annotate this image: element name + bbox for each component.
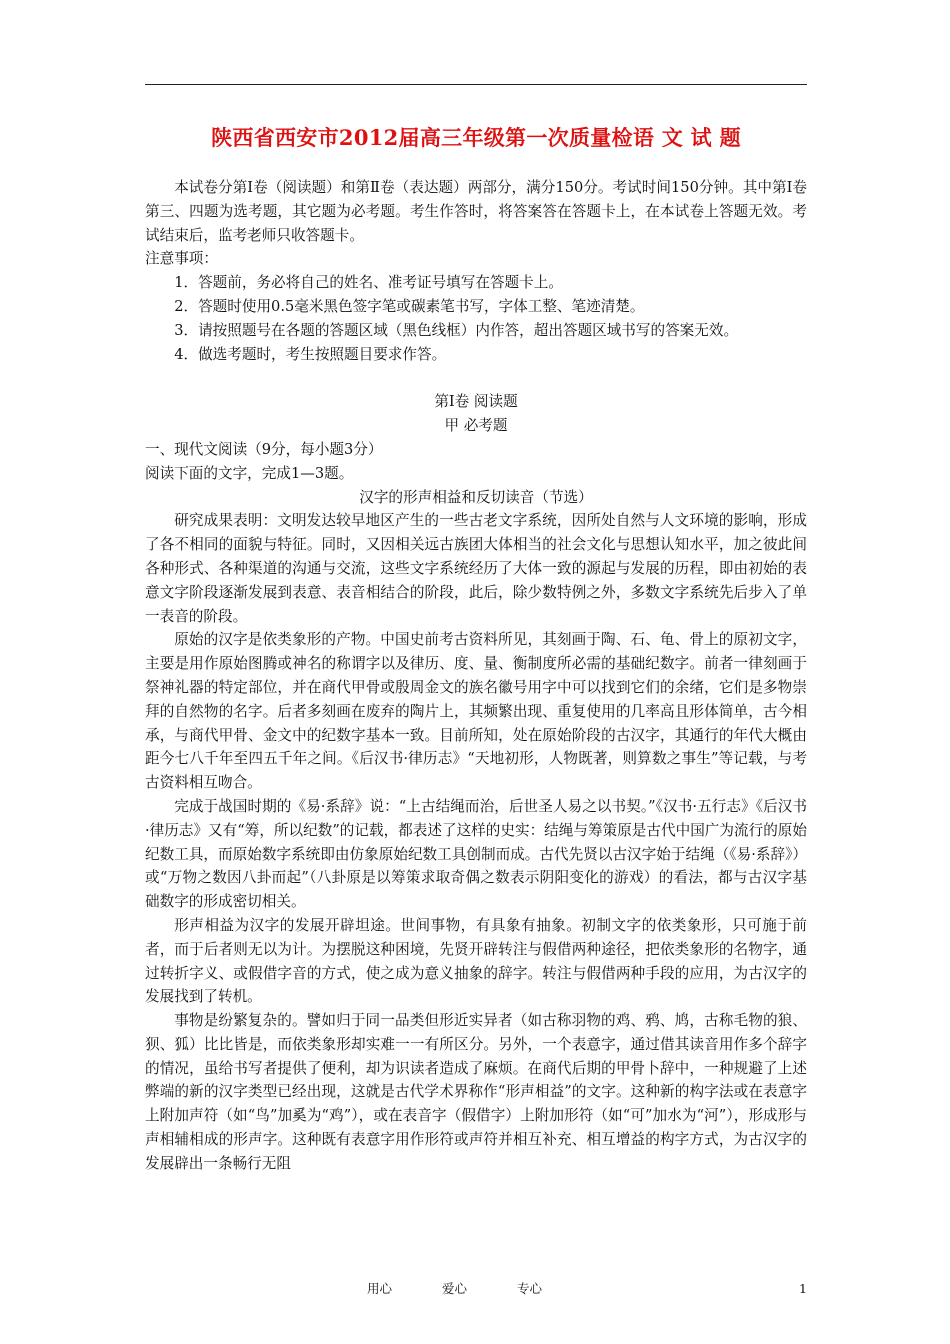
header-rule bbox=[145, 84, 807, 85]
notes-heading: 注意事项： bbox=[145, 250, 218, 268]
section-heading: 一、现代文阅读（9分，每小题3分） bbox=[145, 440, 383, 458]
part-heading: 第Ⅰ卷 阅读题 bbox=[434, 393, 518, 411]
note-item: 4．做选考题时，考生按照题目要求作答。 bbox=[174, 345, 447, 363]
document-body bbox=[145, 176, 807, 1176]
note-item: 1．答题前，务必将自己的姓名、准考证号填写在答题卡上。 bbox=[174, 274, 563, 292]
reading-instruction: 阅读下面的文字，完成1—3题。 bbox=[145, 464, 354, 482]
page-number: 1 bbox=[799, 1281, 807, 1296]
article-paragraph: 研究成果表明：文明发达较早地区产生的一些古老文字系统，因所处自然与人文环境的影响，形成了各不相同的面貌与特征。同时，又因相关远古族团大体相当的社会文化与思想认知水平，加之彼此间各种形式、各种渠道的沟通与交流，这些文字系统经历了大体一致的源起与发展的历程，即由初始的表意文字阶段逐渐发展到表意、表音相结合的阶段，此后，除少数特例之外，多数文字系统先后步入了单一表音的阶段。 bbox=[145, 512, 807, 625]
document-title: 陕西省西安市2012届高三年级第一次质量检语 文 试 题 bbox=[211, 125, 741, 150]
article-title: 汉字的形声相益和反切读音（节选） bbox=[359, 488, 593, 506]
note-item: 3．请按照题号在各题的答题区域（黑色线框）内作答，超出答题区域书写的答案无效。 bbox=[174, 321, 739, 339]
motto-word: 用心 bbox=[367, 1281, 393, 1296]
note-item: 2．答题时使用0.5毫米黑色签字笔或碳素笔书写，字体工整、笔迹清楚。 bbox=[174, 297, 645, 315]
article-paragraph: 形声相益为汉字的发展开辟坦途。世间事物，有具象有抽象。初制文字的依类象形，只可施于前者，而于后者则无以为计。为摆脱这种困境，先贤开辟转注与假借两种途径，把依类象形的名物字，通过转折字义、或假借字音的方式，使之成为意义抽象的辞字。转注与假借两种手段的应用，为古汉字的发展找到了转机。 bbox=[145, 916, 807, 1006]
page-footer bbox=[145, 1278, 807, 1300]
sub-heading: 甲 必考题 bbox=[444, 417, 508, 435]
motto-word: 爱心 bbox=[442, 1281, 468, 1296]
footer-motto bbox=[367, 1278, 588, 1300]
article-paragraph: 原始的汉字是依类象形的产物。中国史前考古资料所见，其刻画于陶、石、龟、骨上的原初文字，主要是用作原始图腾或神名的称谓字以及律历、度、量、衡制度所必需的基础纪数字。前者一律刻画于祭神礼器的特定部位，并在商代甲骨或殷周金文的族名徽号用字中可以找到它们的余绪，它们是多物崇拜的自然物的名字。后者多刻画在废弃的陶片上，其频繁出现、重复使用的几率高且形体简单，古今相承，与商代甲骨、金文中的纪数字基本一致。目前所知，处在原始阶段的古汉字，其通行的年代大概由距今七八千年至四五千年之间。《后汉书·律历志》“天地初形，人物既著，则算数之事生”等记载，与考古资料相互吻合。 bbox=[145, 631, 807, 792]
article-paragraph: 完成于战国时期的《易·系辞》说：“上古结绳而治，后世圣人易之以书契。”《汉书·五行志》《后汉书·律历志》又有“筹，所以纪数”的记载，都表述了这样的史实：结绳与筹策原是古代中国广为流行的原始纪数工具，而原始数字系统即由仿象原始纪数工具创制而成。古代先贤以古汉字始于结绳（《易·系辞》）或“万物之数因八卦而起”（八卦原是以筹策求取奇偶之数表示阴阳变化的游戏）的看法，都与古汉字基础数字的形成密切相关。 bbox=[145, 797, 807, 911]
motto-word: 专心 bbox=[517, 1281, 543, 1296]
article-paragraph: 事物是纷繁复杂的。譬如归于同一品类但形近实异者（如古称羽物的鸡、鸦、鸠，古称毛物的狼、狈、狐）比比皆是，而依类象形却实难一一有所区分。另外，一个表意字，通过借其读音用作多个辞字的情况，虽给书写者提供了便利，却为识读者造成了麻烦。在商代后期的甲骨卜辞中，一种规避了上述弊端的新的汉字类型已经出现，这就是古代学术界称作“形声相益”的文字。这种新的构字法或在表意字上附加声符（如“鸟”加奚为“鸡”），或在表音字（假借字）上附加形符（如“可”加水为“河”），形成形与声相辅相成的形声字。这种既有表意字用作形符或声符并相互补充、相互增益的构字方式，为古汉字的发展辟出一条畅行无阻 bbox=[145, 1012, 807, 1172]
intro-paragraph: 本试卷分第Ⅰ卷（阅读题）和第Ⅱ卷（表达题）两部分，满分150分。考试时间150分钟。其中第Ⅰ卷第三、四题为选考题，其它题为必考题。考生作答时，将答案答在答题卡上，在本试卷上答题无效。考试结束后，监考老师只收答题卡。 bbox=[145, 179, 807, 244]
